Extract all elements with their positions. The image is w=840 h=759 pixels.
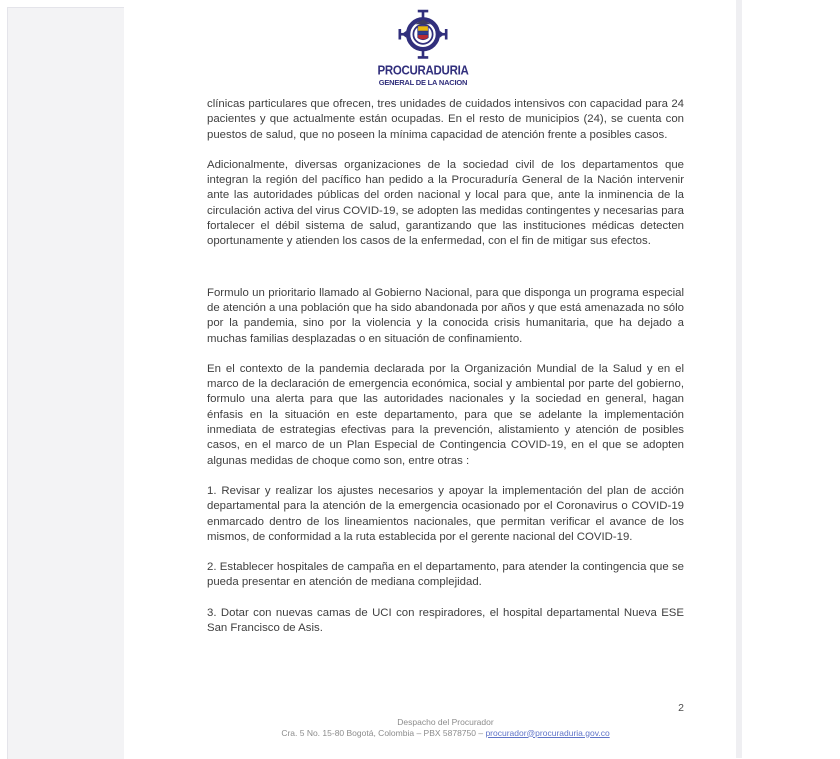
org-logo: [377, 8, 469, 87]
footer-office-line: Despacho del Procurador: [397, 717, 494, 727]
logo-subtitle: GENERAL DE LA NACION: [378, 78, 468, 87]
viewer-left-margin: [7, 7, 124, 759]
logo-title: PROCURADURIA: [377, 64, 469, 78]
document-paragraph: Adicionalmente, diversas organizaciones de la sociedad civil de los departamentos que integran la región del pacífico han pedido a la Procuraduría General de la Nación intervenir ante las autoridades públicas del orden nacional y local para que, ante la inminencia de la circulación activa del virus COVID-19, se adopten las medidas contingentes y necesarias para fortalecer el débil sistema de salud, garantizando que las instituciones médicas detecten oportunamente y atienden los casos de la enfermedad, con el fin de mitigar sus efectos.: [207, 158, 684, 248]
procuraduria-emblem-icon: [394, 8, 452, 64]
footer-address-line: [207, 728, 684, 739]
document-list-item: 3. Dotar con nuevas camas de UCI con respiradores, el hospital departamental Nueva ESE San Francisco de Asis.: [207, 606, 684, 635]
page-number: 2: [678, 702, 684, 714]
document-body: [207, 97, 684, 651]
document-list-item: 1. Revisar y realizar los ajustes necesarios y apoyar la implementación del plan de acción departamental para la atención de la emergencia ocasionado por el Coronavirus o COVID-19 enmarcado dentro de los lineamientos nacionales, que permitan verificar el avance de los mismos, de conformidad a la ruta establecida por el gerente nacional del COVID-19.: [207, 484, 684, 543]
document-paragraph: clínicas particulares que ofrecen, tres unidades de cuidados intensivos con capacidad para 24 pacientes y que actualmente están ocupadas. En el resto de municipios (24), se cuenta con puestos de salud, que no poseen la mínima capacidad de atención frente a posibles casos.: [207, 98, 684, 141]
footer-address-text: Cra. 5 No. 15-80 Bogotá, Colombia – PBX 5878750 –: [281, 727, 486, 738]
email-link[interactable]: procurador@procuraduria.gov.co: [485, 727, 610, 738]
document-paragraph: Formulo un prioritario llamado al Gobierno Nacional, para que disponga un programa especial de atención a una población que ha sido abandonada por años y que está amenazada no sólo por la pandemia, sino por la violencia y la conocida crisis humanitaria, que ha dejado a muchas familias desplazadas o en situación de confinamiento.: [207, 286, 684, 345]
document-paragraph: En el contexto de la pandemia declarada por la Organización Mundial de la Salud y en el marco de la declaración de emergencia económica, social y ambiental por parte del gobierno, formulo una alerta para que las autoridades nacionales y la sociedad en general, hagan énfasis en la situación en este departamento, para que se adelante la implementación inmediata de estrategias efectivas para la prevención, alistamiento y atención de posibles casos, en el marco de un Plan Especial de Contingencia COVID-19, en el que se adopten algunas medidas de choque como son, entre otras :: [207, 362, 684, 467]
page-footer: [207, 717, 684, 738]
document-list-item: 2. Establecer hospitales de campaña en el departamento, para atender la contingencia que se pueda presentar en atención de mediana complejidad.: [207, 561, 684, 589]
document-page: [124, 0, 736, 758]
page-edge: [736, 0, 742, 758]
